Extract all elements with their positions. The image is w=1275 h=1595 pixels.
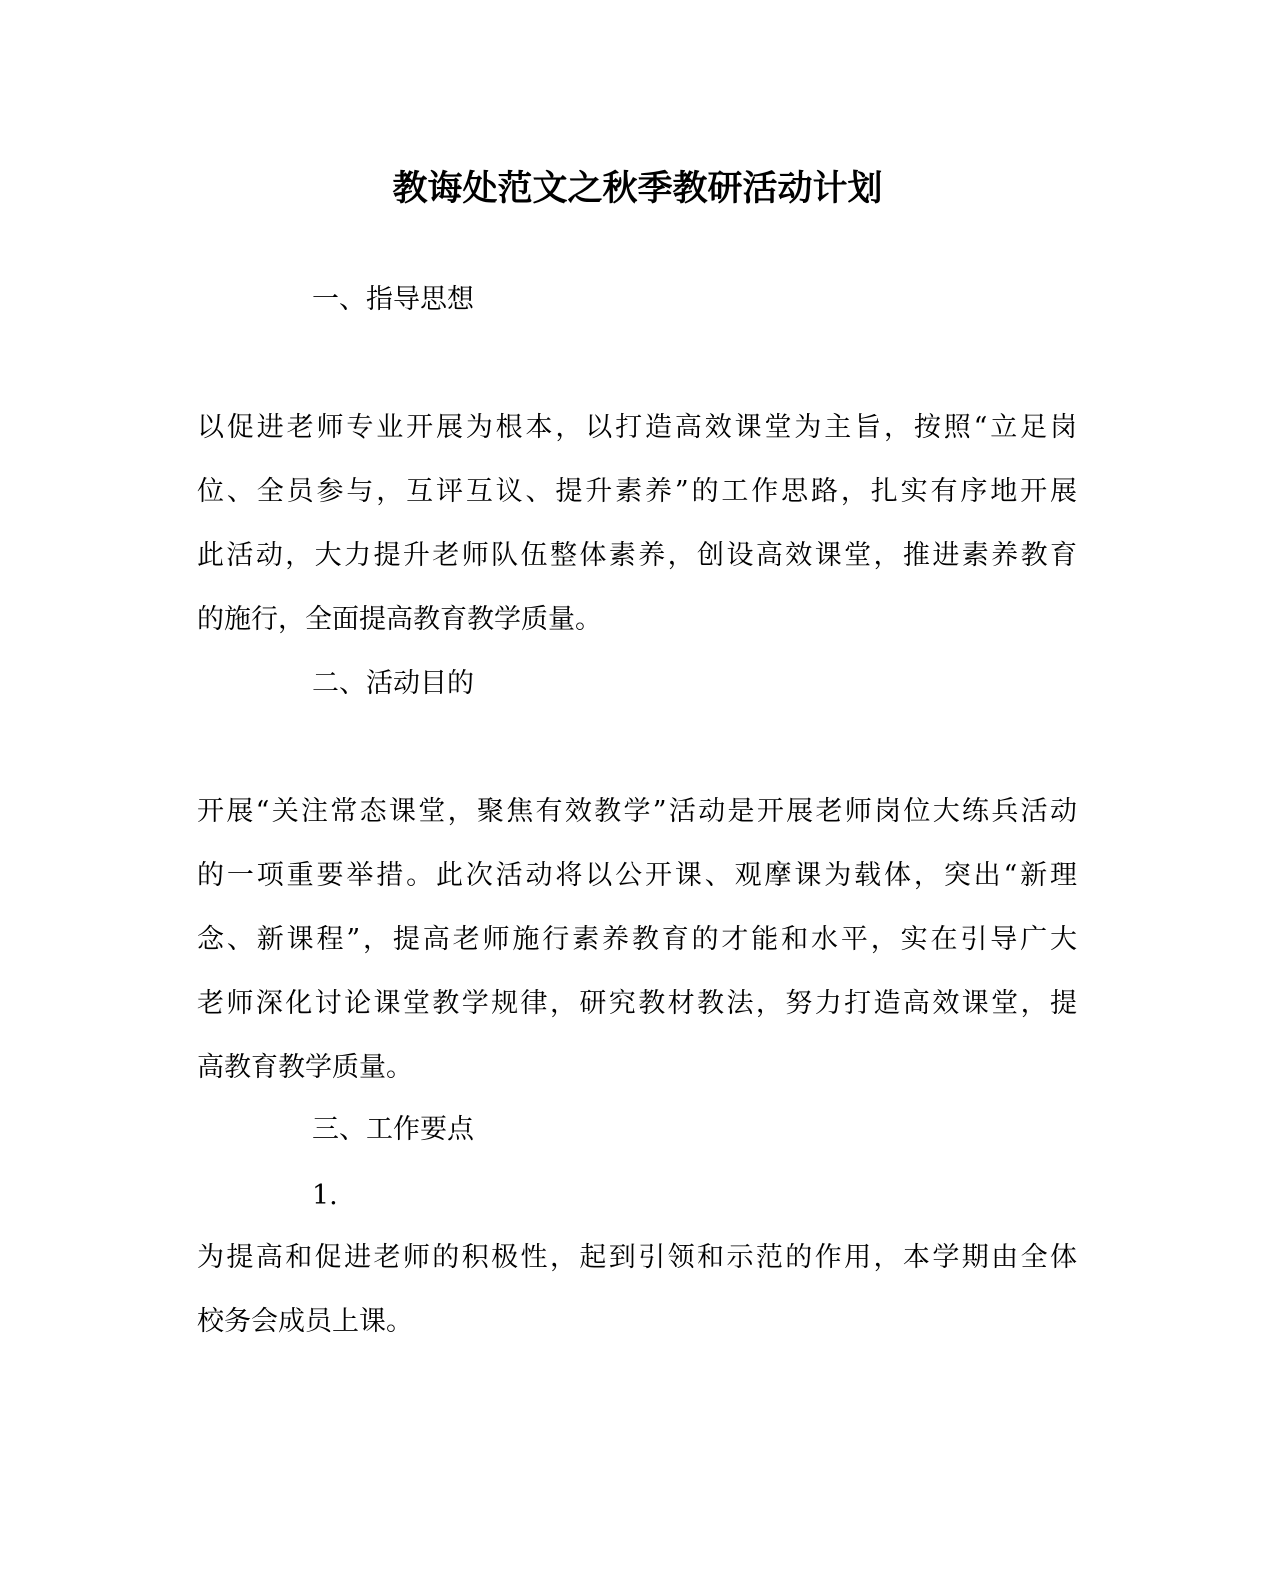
paragraph-line: 此活动，大力提升老师队伍整体素养，创设高效课堂，推进素养教育 — [197, 540, 1077, 571]
document-title: 教诲处范文之秋季教研活动计划 — [392, 168, 883, 209]
paragraph-line: 高教育教学质量。 — [197, 1052, 413, 1083]
paragraph-line: 为提高和促进老师的积极性，起到引领和示范的作用，本学期由全体 — [197, 1242, 1077, 1273]
paragraph-line: 的施行，全面提高教育教学质量。 — [197, 604, 602, 635]
section-heading-activity-purpose: 二、活动目的 — [312, 668, 474, 699]
section-heading-guiding-ideology: 一、指导思想 — [312, 284, 474, 315]
paragraph-line: 老师深化讨论课堂教学规律，研究教材教法，努力打造高效课堂，提 — [197, 988, 1077, 1019]
paragraph-line: 校务会成员上课。 — [197, 1306, 413, 1337]
paragraph-line: 位、全员参与，互评互议、提升素养”的工作思路，扎实有序地开展 — [197, 476, 1077, 507]
paragraph-line: 的一项重要举措。此次活动将以公开课、观摩课为载体，突出“新理 — [197, 860, 1077, 891]
paragraph-line: 开展“关注常态课堂，聚焦有效教学”活动是开展老师岗位大练兵活动 — [197, 796, 1077, 827]
paragraph-line: 以促进老师专业开展为根本，以打造高效课堂为主旨，按照“立足岗 — [197, 412, 1077, 443]
section-heading-work-points: 三、工作要点 — [312, 1114, 474, 1145]
paragraph-line: 念、新课程”，提高老师施行素养教育的才能和水平，实在引导广大 — [197, 924, 1077, 955]
list-item-number: 1. — [312, 1180, 338, 1211]
